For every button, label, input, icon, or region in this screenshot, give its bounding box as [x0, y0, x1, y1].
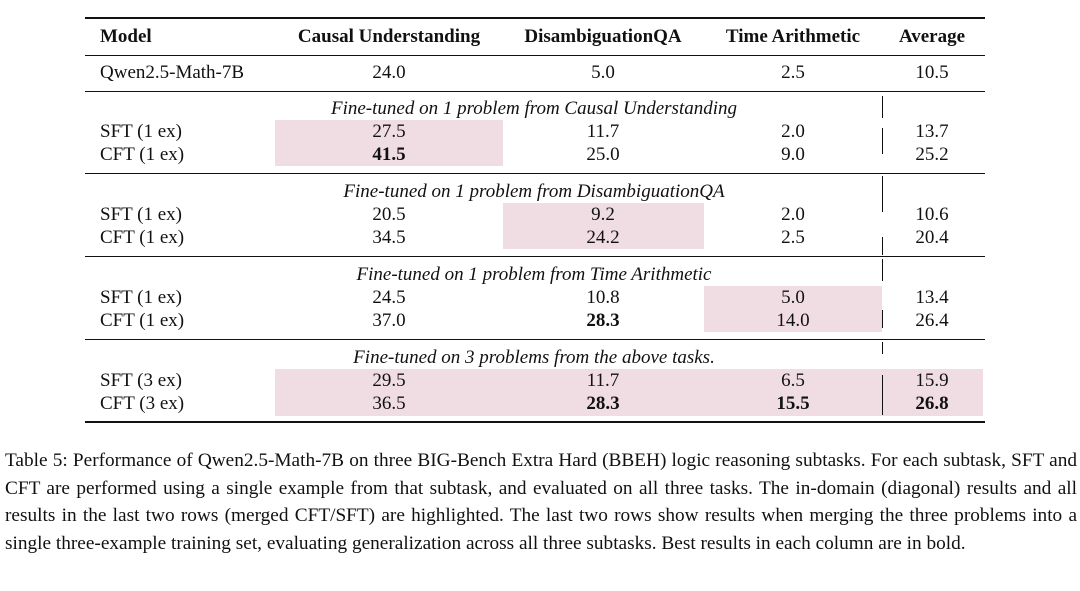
cell-disamb-best: 28.3	[586, 310, 620, 331]
baseline-average: 10.5	[915, 62, 949, 83]
average-separator	[882, 176, 883, 212]
cell-average-best: 26.8	[915, 393, 949, 414]
baseline-rule	[85, 91, 985, 92]
cell-causal: 37.0	[372, 310, 406, 331]
cell-time-best: 15.5	[776, 393, 810, 414]
group3-rule	[85, 339, 985, 340]
row-model: SFT (3 ex)	[100, 370, 182, 391]
cell-disamb: 24.2	[586, 227, 620, 248]
baseline-disamb: 5.0	[591, 62, 615, 83]
average-separator	[882, 310, 883, 328]
cell-disamb: 9.2	[591, 204, 615, 225]
cell-disamb-best: 28.3	[586, 393, 620, 414]
header-model: Model	[100, 26, 152, 47]
row-model: SFT (1 ex)	[100, 121, 182, 142]
average-separator	[882, 342, 883, 354]
top-rule	[85, 17, 985, 19]
average-separator	[882, 237, 883, 255]
cell-time: 5.0	[781, 287, 805, 308]
cell-average: 13.7	[915, 121, 949, 142]
header-disambiguationqa: DisambiguationQA	[524, 26, 682, 47]
cell-causal: 20.5	[372, 204, 406, 225]
cell-causal: 34.5	[372, 227, 406, 248]
row-model: SFT (1 ex)	[100, 204, 182, 225]
group-title: Fine-tuned on 1 problem from DisambiguationQA	[343, 181, 725, 202]
average-separator	[882, 128, 883, 154]
row-model: CFT (1 ex)	[100, 227, 185, 248]
cell-causal: 24.5	[372, 287, 406, 308]
cell-time: 9.0	[781, 144, 805, 165]
cell-causal: 29.5	[372, 370, 406, 391]
cell-causal: 36.5	[372, 393, 406, 414]
header-causal-understanding: Causal Understanding	[297, 26, 481, 47]
cell-average: 20.4	[915, 227, 949, 248]
results-table	[85, 0, 985, 430]
average-separator	[882, 96, 883, 118]
cell-causal-best: 41.5	[372, 144, 406, 165]
cell-time: 6.5	[781, 370, 805, 391]
header-rule	[85, 55, 985, 56]
group2-rule	[85, 256, 985, 257]
cell-time: 14.0	[776, 310, 810, 331]
row-model: CFT (1 ex)	[100, 144, 185, 165]
cell-time: 2.0	[781, 121, 805, 142]
bottom-rule	[85, 421, 985, 423]
cell-average: 10.6	[915, 204, 949, 225]
group-title: Fine-tuned on 1 problem from Causal Understanding	[330, 98, 738, 119]
cell-average: 26.4	[915, 310, 949, 331]
group-title: Fine-tuned on 3 problems from the above tasks.	[353, 347, 715, 368]
baseline-time: 2.5	[781, 62, 805, 83]
cell-disamb: 11.7	[586, 121, 620, 142]
average-separator	[882, 259, 883, 281]
row-model: SFT (1 ex)	[100, 287, 182, 308]
row-model: CFT (3 ex)	[100, 393, 185, 414]
cell-disamb: 11.7	[586, 370, 620, 391]
cell-average: 15.9	[915, 370, 949, 391]
cell-disamb: 10.8	[586, 287, 620, 308]
group1-rule	[85, 173, 985, 174]
cell-disamb: 25.0	[586, 144, 620, 165]
average-separator	[882, 375, 883, 415]
cell-average: 25.2	[915, 144, 949, 165]
baseline-causal: 24.0	[372, 62, 406, 83]
cell-average: 13.4	[915, 287, 949, 308]
header-average: Average	[898, 26, 966, 47]
table-caption: Table 5: Performance of Qwen2.5-Math-7B on three BIG-Bench Extra Hard (BBEH) logic reasoning subtasks. For each subtask, SFT and CFT are performed using a single example from that subtask, and evaluated on all three tasks. The in-domain (diagonal) results and all results in the last two rows (merged CFT/SFT) are highlighted. The last two rows show results when merging the three problems into a single three-example training set, evaluating generalization across all three subtasks. Best results in each column are in bold.	[5, 450, 1077, 554]
cell-time: 2.0	[781, 204, 805, 225]
group-title: Fine-tuned on 1 problem from Time Arithmetic	[356, 264, 712, 285]
cell-causal: 27.5	[372, 121, 406, 142]
row-model: CFT (1 ex)	[100, 310, 185, 331]
baseline-model: Qwen2.5-Math-7B	[100, 62, 245, 83]
header-time-arithmetic: Time Arithmetic	[725, 26, 861, 47]
cell-time: 2.5	[781, 227, 805, 248]
